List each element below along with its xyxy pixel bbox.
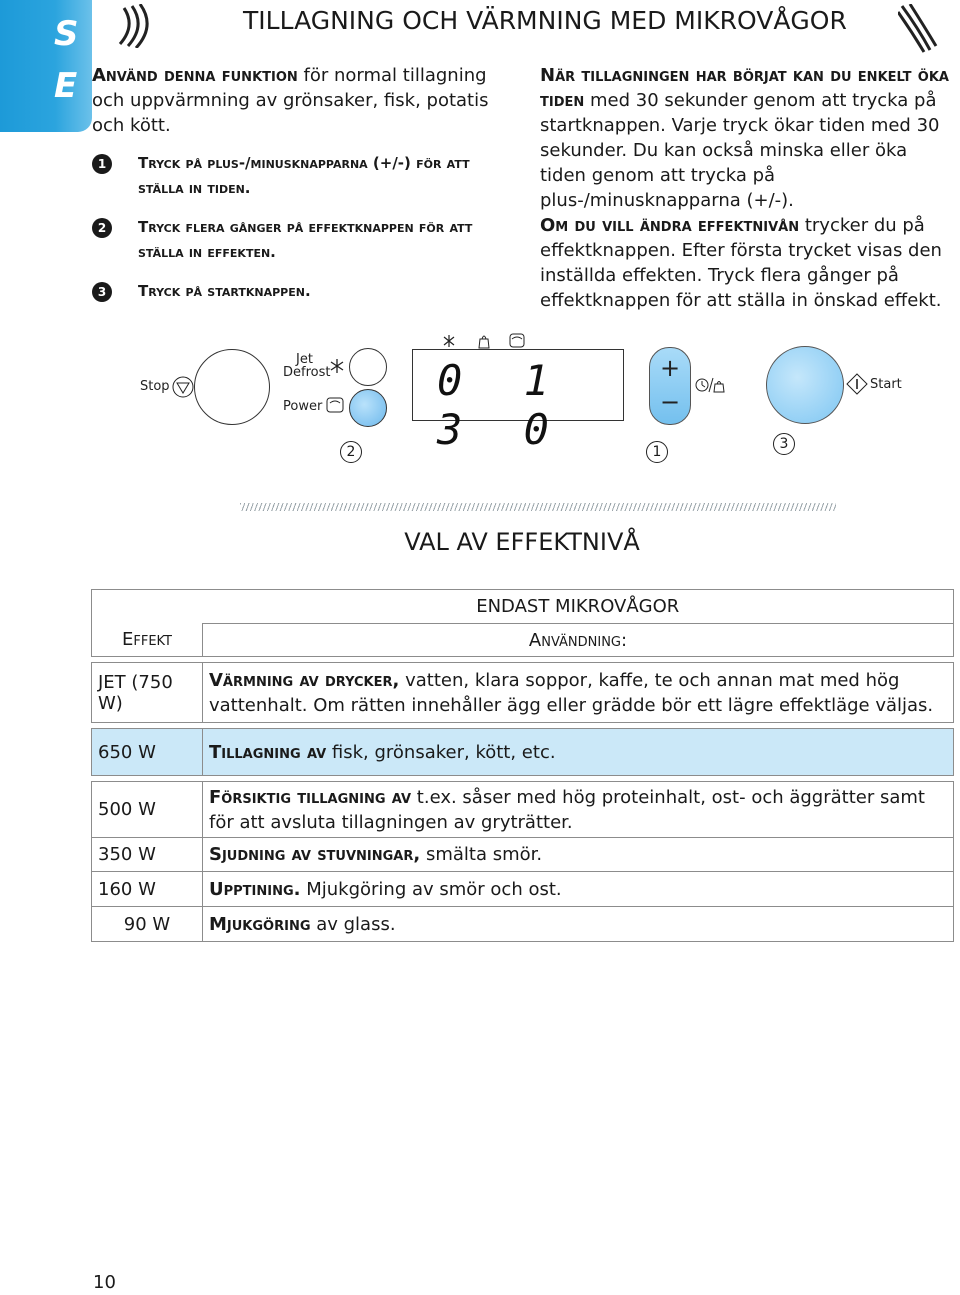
start-button[interactable] (766, 346, 844, 424)
table-row (92, 729, 954, 776)
step-2 (92, 215, 512, 265)
table-header-usage: Användning: (203, 624, 954, 657)
intro-lead: Använd denna funktion (92, 65, 298, 86)
step-3 (92, 279, 512, 304)
timer-weight-icon (694, 376, 726, 394)
paragraph-change-power (540, 213, 950, 313)
table-row (92, 663, 954, 723)
table-group-header: ENDAST MIKROVÅGOR (203, 590, 954, 624)
table-cell-effect: 650 W (92, 729, 203, 776)
right-column-text (540, 63, 950, 313)
page-number: 10 (93, 1272, 116, 1293)
callout-2: 2 (340, 441, 362, 463)
defrost-snowflake-icon (329, 358, 345, 374)
stop-button[interactable] (194, 349, 270, 425)
defrost-indicator-icon (442, 334, 456, 348)
language-letter-e: E (54, 66, 78, 106)
microwave-waves-icon (114, 4, 154, 48)
table-cell-effect: 350 W (92, 838, 203, 872)
table-cell-effect: 90 W (92, 907, 203, 942)
power-label: Power (283, 399, 323, 414)
intro-text: för normal tillagning och uppvärmning av grönsaker, fisk, potatis och kött. (92, 65, 489, 136)
power-level-table (91, 589, 954, 942)
timer-display (412, 349, 624, 454)
defrost-label: Defrost (283, 365, 331, 380)
plus-minus-buttons (649, 347, 691, 425)
table-row (92, 907, 954, 942)
plus-button[interactable]: + (659, 354, 681, 382)
language-tab (0, 0, 92, 132)
jet-defrost-button[interactable] (349, 348, 387, 386)
step-text: Tryck på startknappen. (138, 282, 311, 300)
jet-label: Jet (296, 352, 313, 367)
power-indicator-icon (509, 333, 525, 348)
language-letter-s: S (54, 14, 79, 54)
section-title: VAL AV EFFEKTNIVÅ (404, 528, 640, 556)
table-cell-effect: 160 W (92, 872, 203, 907)
step-number: 1 (92, 154, 112, 174)
table-cell-usage: Upptining. Mjukgöring av smör och ost. (203, 872, 954, 907)
table-cell-usage: Sjudning av stuvningar, smälta smör. (203, 838, 954, 872)
paragraph-increase-time (540, 63, 950, 213)
table-header-effect: Effekt (92, 624, 203, 657)
table-row (92, 782, 954, 838)
table-row (92, 872, 954, 907)
table-cell-usage: Värmning av drycker, vatten, klara soppor, kaffe, te och annan mat med hög vattenhalt. Om rätten innehåller ägg eller grädde bör ett lägre effektläge väljas. (203, 663, 954, 723)
paragraph-body: trycker du på effektknappen. Efter första trycket visas den inställda effekten. Tryck flera gånger på effektknappen för att ställa in önskad effekt. (540, 215, 942, 311)
power-button[interactable] (349, 389, 387, 427)
table-cell-usage: Tillagning av fisk, grönsaker, kött, etc. (203, 729, 954, 776)
step-number: 3 (92, 282, 112, 302)
stop-icon (172, 376, 194, 398)
microwave-waves-icon-right (898, 4, 938, 54)
intro-paragraph (92, 63, 492, 138)
page-title: TILLAGNING OCH VÄRMNING MED MIKROVÅGOR (243, 6, 847, 35)
table-cell-effect: 500 W (92, 782, 203, 838)
stop-label: Stop (140, 379, 170, 394)
power-icon (326, 397, 344, 413)
paragraph-lead: Om du vill ändra effektnivån (540, 215, 800, 236)
start-label: Start (870, 377, 902, 392)
table-cell-usage: Mjukgöring av glass. (203, 907, 954, 942)
minus-button[interactable]: − (659, 388, 681, 416)
section-divider (240, 503, 836, 511)
step-text: Tryck på plus-/minusknapparna (+/-) för att ställa in tiden. (138, 154, 470, 197)
paragraph-lead: När tillagningen har börjat kan du enkelt öka tiden (540, 65, 949, 111)
step-number: 2 (92, 218, 112, 238)
display-value: 0 1 3 0 (437, 356, 567, 454)
callout-1: 1 (646, 441, 668, 463)
table-header-row (92, 624, 954, 657)
callout-3: 3 (773, 433, 795, 455)
step-1 (92, 151, 512, 201)
table-cell-usage: Försiktig tillagning av t.ex. såser med hög proteinhalt, ost- och äggrätter samt för att avsluta tillagningen av gryträtter. (203, 782, 954, 838)
table-row (92, 838, 954, 872)
weight-indicator-icon (477, 333, 491, 349)
step-text: Tryck flera gånger på effektknappen för att ställa in effekten. (138, 218, 473, 261)
paragraph-body: med 30 sekunder genom att trycka på startknappen. Varje tryck ökar tiden med 30 sekunder. Du kan också minska eller öka tiden genom att trycka på plus-/minusknapparna (+/-). (540, 90, 940, 211)
start-icon (846, 373, 868, 395)
table-group-header-row (92, 590, 954, 624)
table-cell-effect: JET (750 W) (92, 663, 203, 723)
